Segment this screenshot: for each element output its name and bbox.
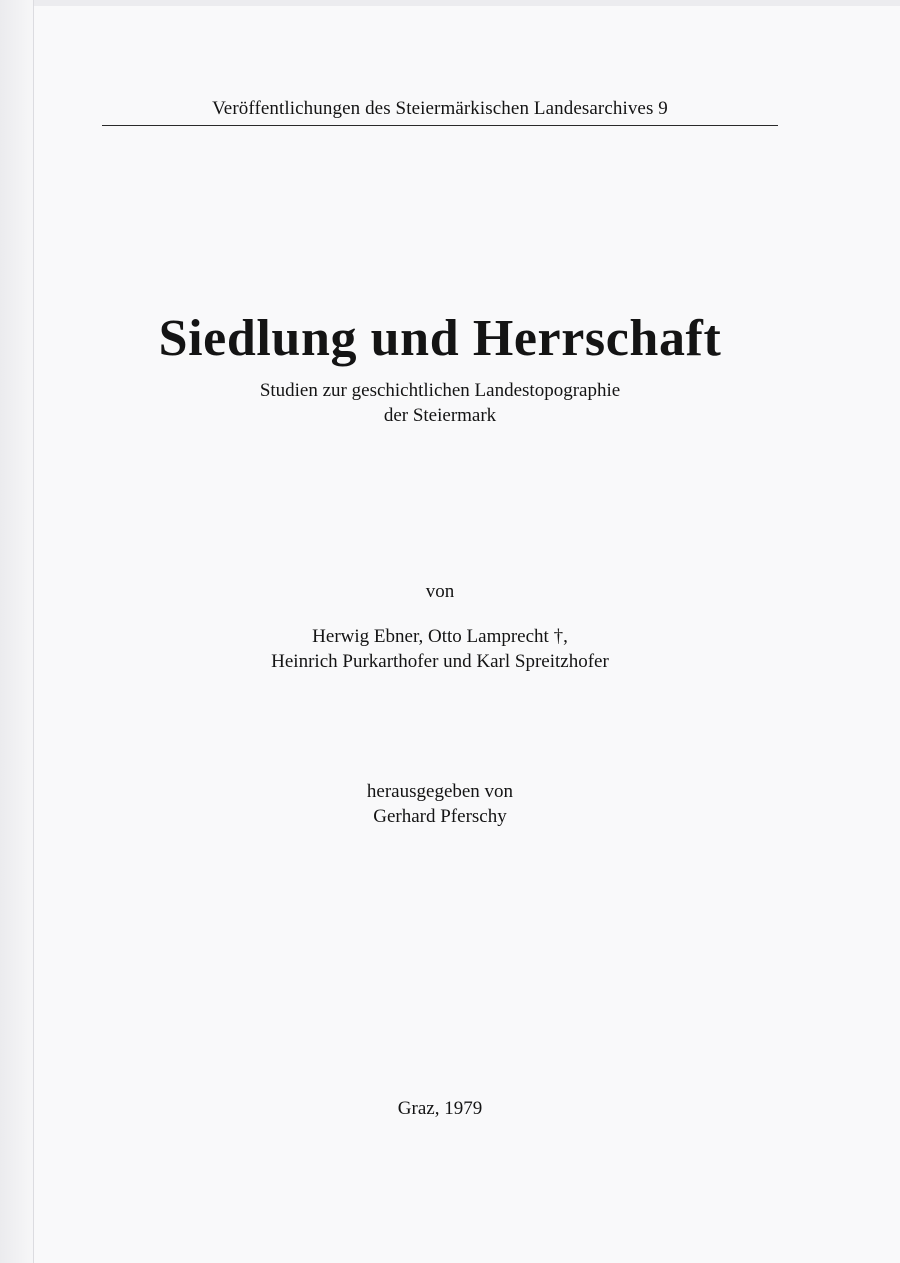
subtitle-line-1: Studien zur geschichtlichen Landestopographie bbox=[259, 380, 621, 401]
book-subtitle bbox=[150, 378, 730, 428]
author-line-2: Heinrich Purkarthofer und Karl Spreitzhofer bbox=[271, 651, 609, 672]
imprint-place-year: Graz, 1979 bbox=[397, 1098, 483, 1119]
series-title: Veröffentlichungen des Steiermärkischen Landesarchives 9 bbox=[212, 98, 668, 119]
editor-name: Gerhard Pferschy bbox=[373, 806, 507, 827]
header-rule bbox=[102, 125, 778, 126]
subtitle-line-2: der Steiermark bbox=[383, 405, 497, 426]
author-line-1: Herwig Ebner, Otto Lamprecht †, bbox=[312, 626, 568, 647]
editor-label: herausgegeben von bbox=[366, 781, 514, 802]
editor-block bbox=[250, 779, 630, 829]
by-label: von bbox=[425, 581, 455, 602]
page-binding-edge bbox=[0, 0, 34, 1263]
book-title: Siedlung und Herrschaft bbox=[158, 310, 722, 367]
author-list bbox=[150, 624, 730, 674]
page-top-edge bbox=[0, 0, 900, 6]
binding-edge-line bbox=[33, 0, 34, 1263]
